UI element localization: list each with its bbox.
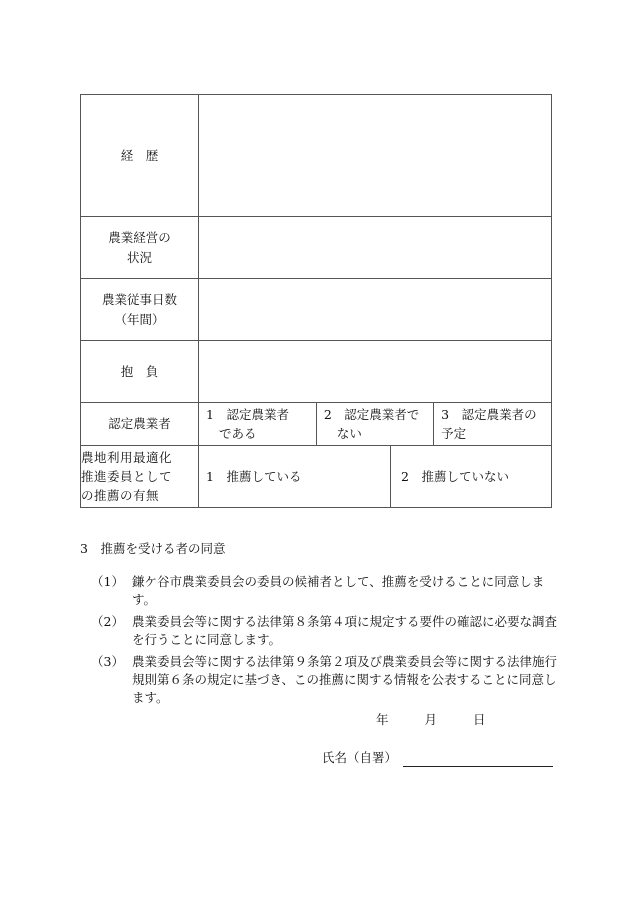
consent-item-3-number: （3） (91, 654, 124, 669)
consent-item-2 (91, 613, 561, 649)
recommend-option-no-label: 2 推薦していない (401, 469, 509, 484)
signature-line[interactable] (403, 752, 553, 767)
career-field[interactable] (199, 95, 552, 217)
certified-option-2-line-1: 2 認定農業者で (323, 407, 420, 422)
certified-option-1[interactable] (199, 403, 316, 445)
career-label: 経 歴 (120, 147, 159, 163)
workdays-label-cell (81, 279, 199, 341)
certified-option-3-line-2: 予定 (441, 426, 467, 441)
recommend-label-line-2: 推進委員として (81, 469, 173, 484)
consent-section-title: 3 推薦を受ける者の同意 (80, 541, 226, 556)
certified-label-cell (81, 403, 199, 446)
ambition-label: 抱 負 (120, 363, 159, 379)
date-line[interactable] (376, 711, 485, 729)
consent-item-2-number: （2） (91, 614, 124, 629)
consent-item-1-number: （1） (91, 574, 124, 589)
consent-item-3-text: 農業委員会等に関する法律第９条第２項及び農業委員会等に関する法律施行規則第６条の規定に基づき、この推薦に関する情報を公表することに同意します。 (132, 654, 558, 705)
certified-options-cell (199, 403, 552, 446)
ambition-field[interactable] (199, 341, 552, 403)
certified-options (199, 403, 551, 445)
signature-block (322, 749, 553, 767)
recommend-options-cell (199, 446, 552, 508)
consent-items (91, 573, 561, 711)
recommend-label-cell (81, 446, 199, 508)
workdays-label-line-2: （年間） (114, 311, 165, 327)
career-label-cell (81, 95, 199, 217)
consent-item-2-text: 農業委員会等に関する法律第８条第４項に規定する要件の確認に必要な調査を行うことに同意します。 (132, 614, 558, 647)
certified-option-2[interactable] (316, 403, 433, 445)
recommend-label-line-3: の推薦の有無 (81, 488, 160, 503)
certified-option-3-line-1: 3 認定農業者の (441, 407, 537, 422)
certified-option-2-line-2: ない (336, 426, 362, 441)
certified-label: 認定農業者 (108, 416, 171, 431)
management-label-line-2: 状況 (126, 249, 152, 265)
consent-item-3 (91, 653, 561, 707)
date-day: 日 (472, 712, 486, 727)
recommend-option-yes-label: 1 推薦している (206, 469, 302, 484)
signature-label: 氏名（自署） (322, 750, 398, 765)
management-label-line-1: 農業経営の (108, 229, 171, 245)
workdays-label-line-1: 農業従事日数 (101, 291, 177, 307)
certified-option-1-line-2: である (219, 426, 257, 441)
date-month: 月 (424, 712, 437, 727)
workdays-field[interactable] (199, 279, 552, 341)
recommend-option-yes[interactable] (199, 446, 391, 507)
certified-option-3[interactable] (434, 403, 551, 445)
recommend-options (199, 446, 551, 507)
ambition-label-cell (81, 341, 199, 403)
recommend-label-line-1: 農地利用最適化 (81, 450, 173, 465)
management-label-cell (81, 217, 199, 279)
consent-item-1 (91, 573, 561, 609)
recommend-option-no[interactable] (391, 446, 552, 507)
certified-option-1-line-1: 1 認定農業者 (206, 407, 289, 422)
date-year: 年 (376, 712, 389, 727)
management-field[interactable] (199, 217, 552, 279)
consent-item-1-text: 鎌ケ谷市農業委員会の委員の候補者として、推薦を受けることに同意します。 (132, 574, 545, 607)
application-table (80, 94, 552, 508)
